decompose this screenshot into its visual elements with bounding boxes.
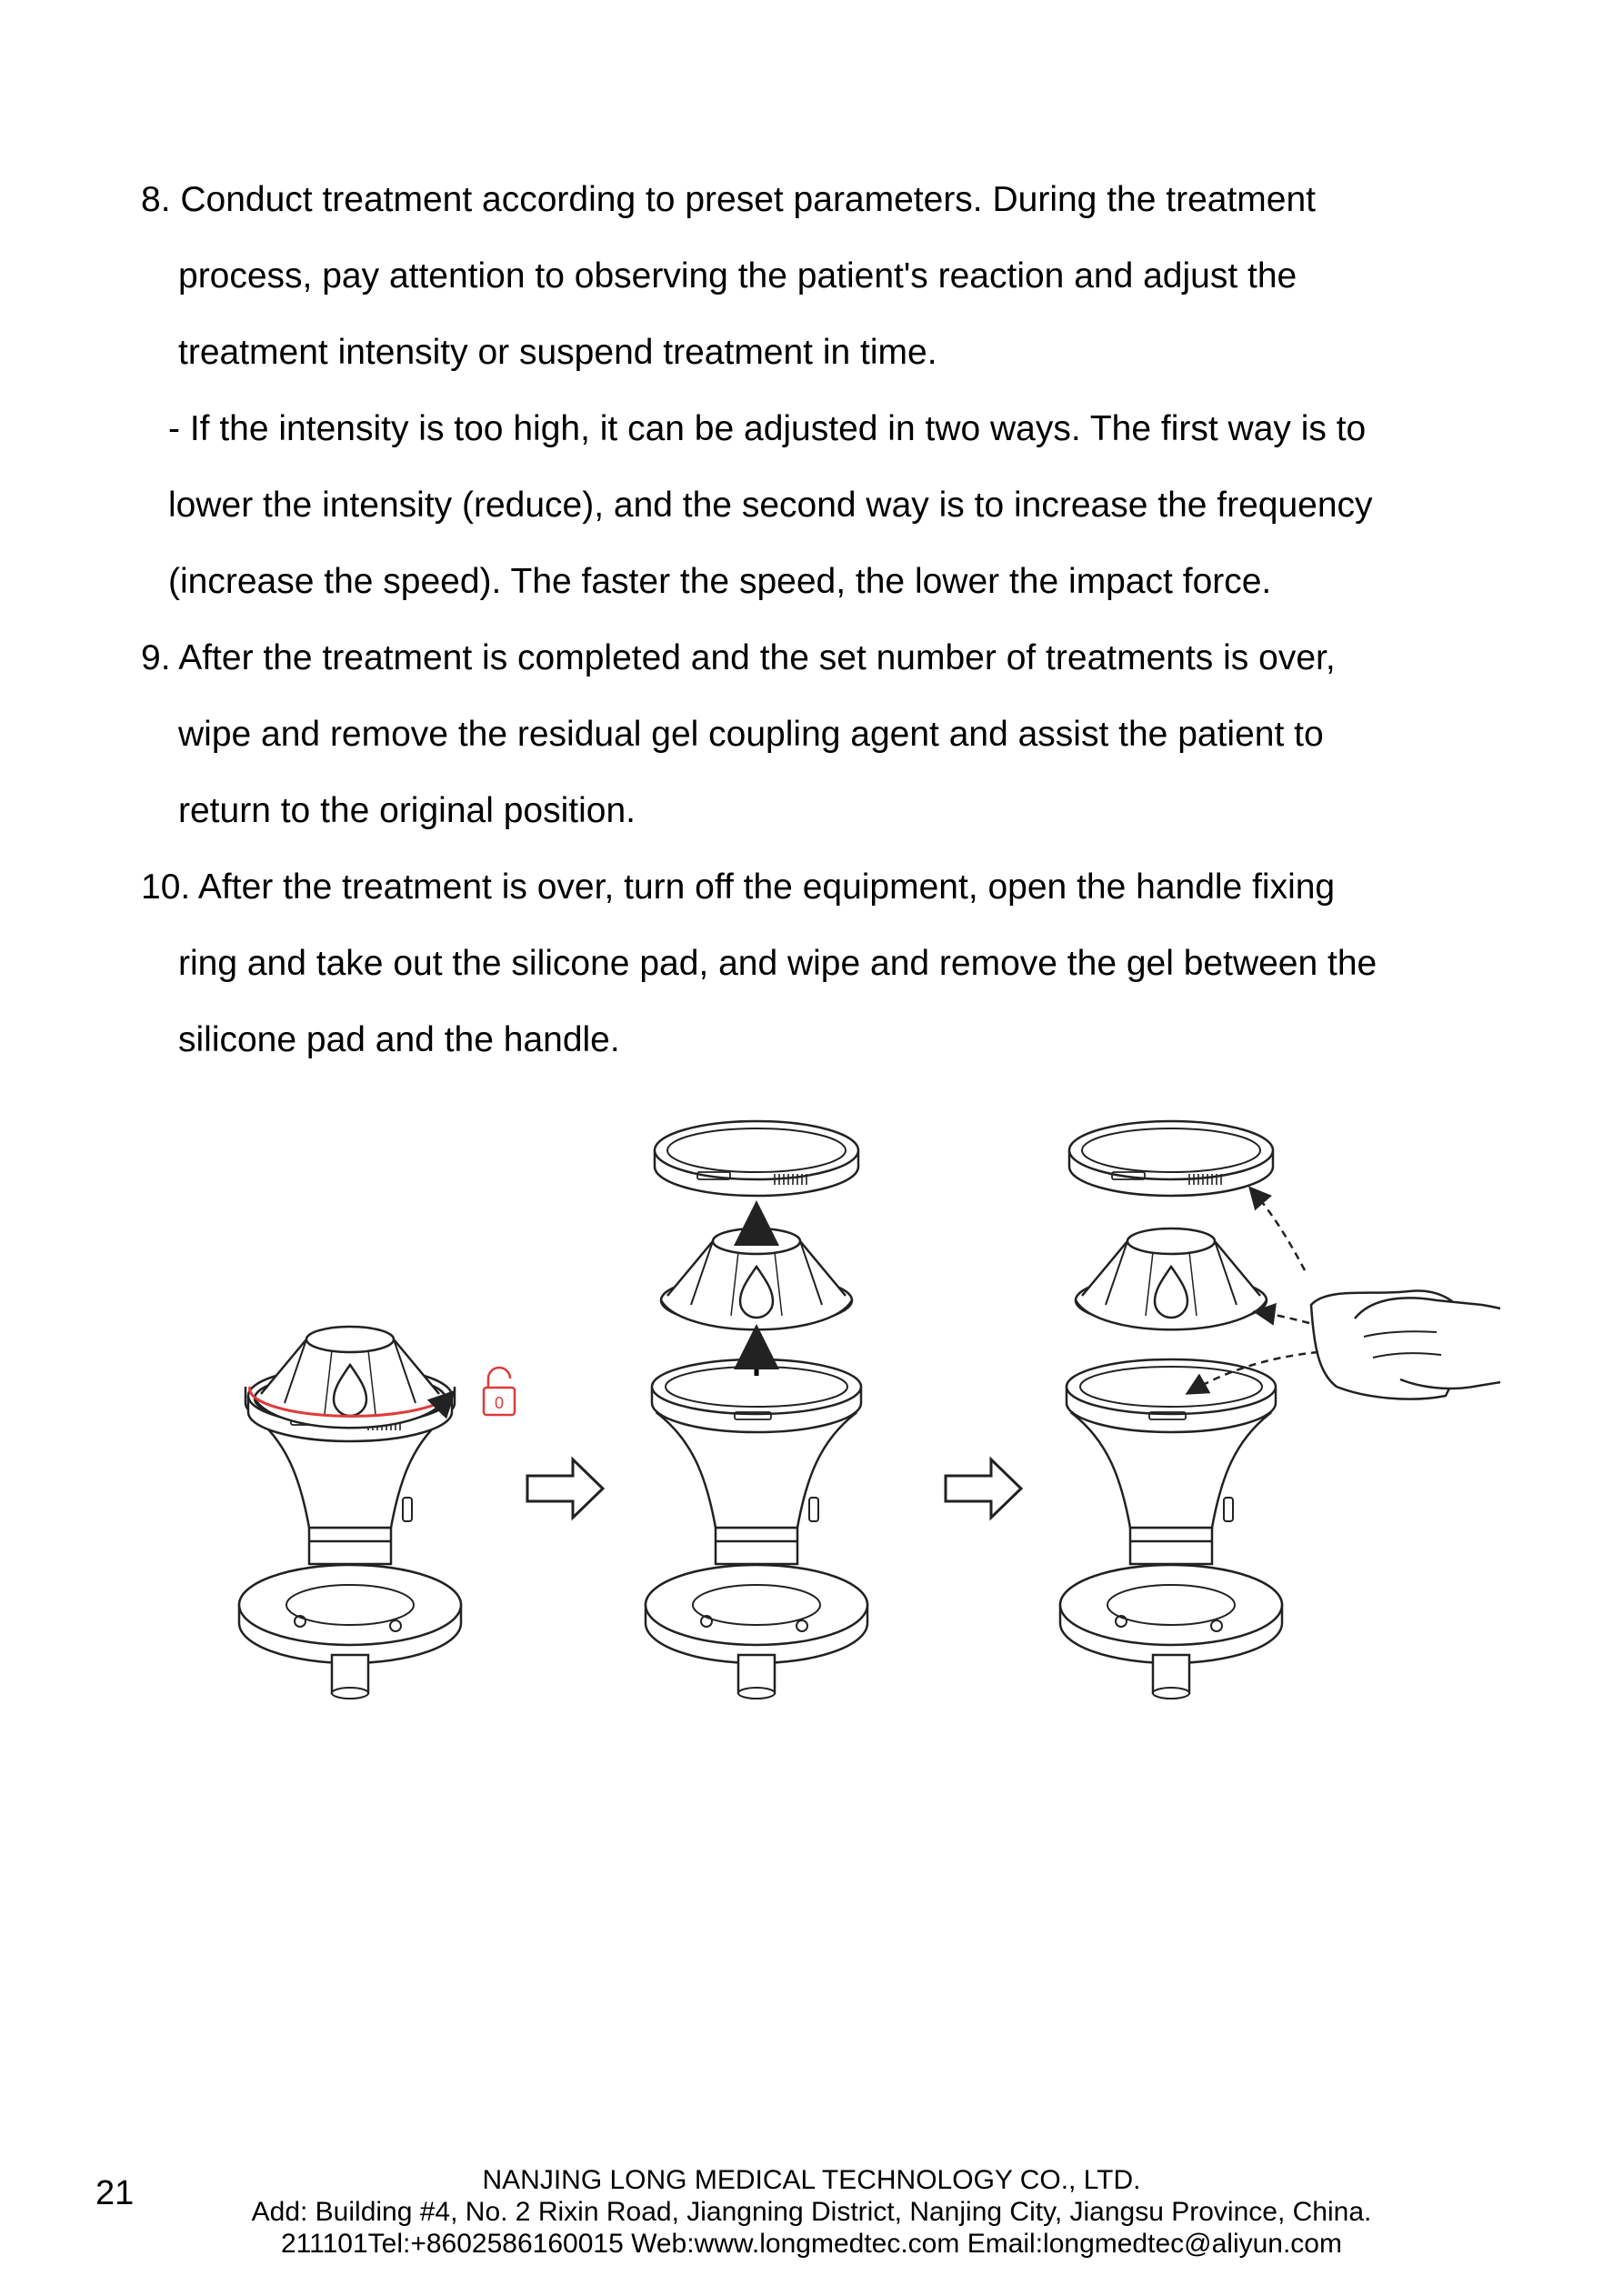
step-8-note-line-1: - If the intensity is too high, it can be adjusted in two ways. The first way is to	[168, 409, 1367, 448]
unlock-icon	[484, 1368, 515, 1415]
footer-company: NANJING LONG MEDICAL TECHNOLOGY CO., LTD.	[482, 2165, 1141, 2195]
step-8-note-line-3: (increase the speed). The faster the speed, the lower the impact force.	[168, 562, 1272, 601]
step-10-line-3: silicone pad and the handle.	[178, 1020, 620, 1059]
page-number: 21	[95, 2174, 135, 2212]
step-8-line-2: process, pay attention to observing the patient's reaction and adjust the	[178, 256, 1297, 296]
step-8-line-3: treatment intensity or suspend treatment in time.	[178, 333, 937, 372]
exploded-handle-drawing	[646, 1121, 867, 1699]
step-arrow-icon	[527, 1459, 603, 1518]
wiping-handle-drawing	[1060, 1121, 1282, 1699]
step-9-line-3: return to the original position.	[178, 791, 636, 830]
lock-label: 0	[494, 1394, 505, 1412]
step-9-line-2: wipe and remove the residual gel coupling agent and assist the patient to	[178, 715, 1324, 754]
step-10-line-2: ring and take out the silicone pad, and wipe and remove the gel between the	[178, 944, 1378, 983]
step-arrow-icon	[946, 1459, 1021, 1518]
step-8-line-1: 8. Conduct treatment according to preset parameters. During the treatment	[141, 180, 1316, 219]
step-8-note-line-2: lower the intensity (reduce), and the second way is to increase the frequency	[168, 486, 1373, 525]
assembled-handle-drawing	[239, 1327, 461, 1699]
step-9-line-1: 9. After the treatment is completed and the set number of treatments is over,	[141, 638, 1336, 677]
footer-contact: 211101Tel:+8602586160015 Web:www.longmedtec.com Email:longmedtec@aliyun.com	[281, 2229, 1342, 2259]
footer-address: Add: Building #4, No. 2 Rixin Road, Jiangning District, Nanjing City, Jiangsu Province, China.	[251, 2197, 1372, 2227]
handle-disassembly-illustration	[227, 1114, 1500, 1705]
step-10-line-1: 10. After the treatment is over, turn off the equipment, open the handle fixing	[141, 867, 1336, 907]
